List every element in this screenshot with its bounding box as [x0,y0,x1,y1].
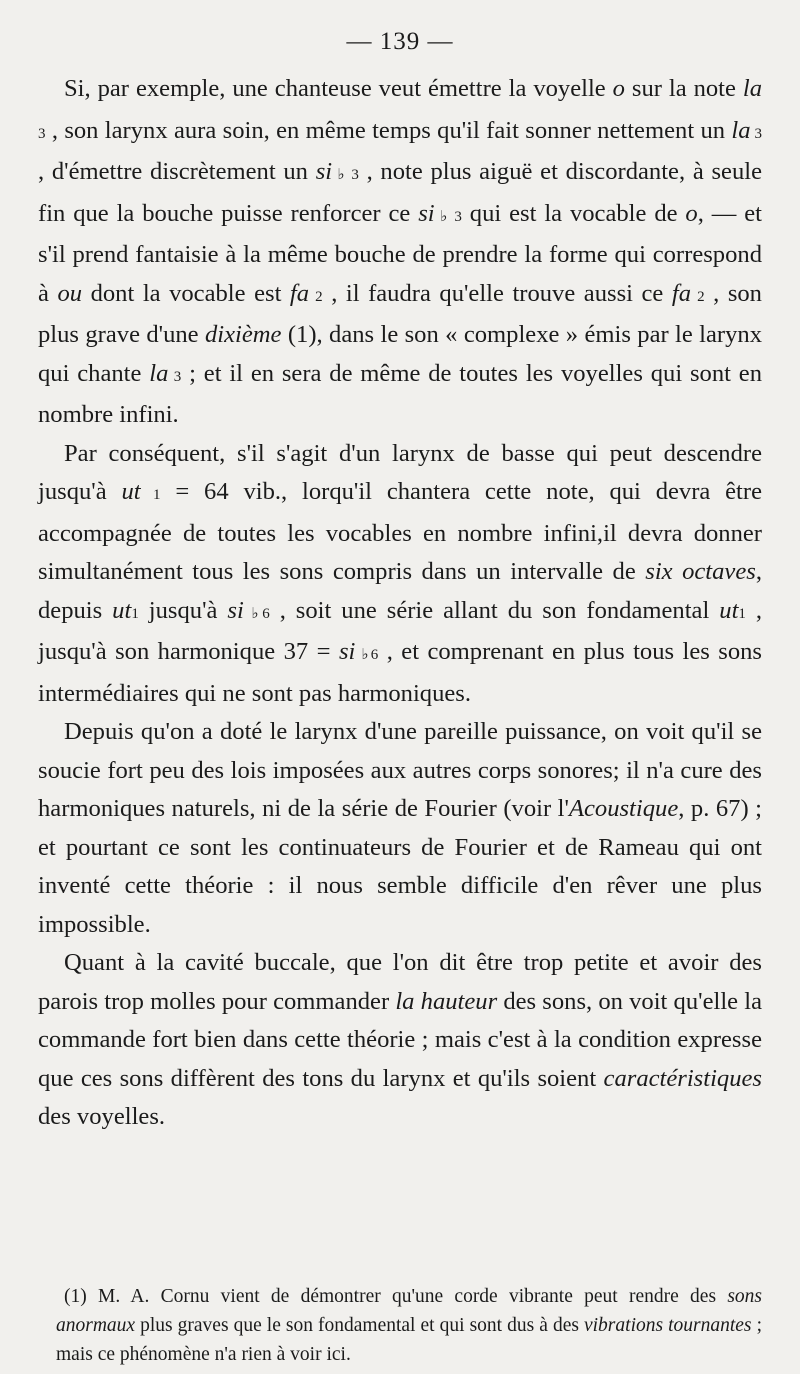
text-run: , depuis [38,558,762,624]
italic-run: dixième [204,321,282,348]
italic-run: six octaves [645,558,756,585]
italic-run: la [742,75,763,102]
italic-run: si [315,158,333,185]
note-octave: ♭ 3 [434,208,462,225]
text-run: Si, par exemple, une chanteuse veut émettre la voyelle [64,75,613,102]
text-run: , p. 67) ; et pourtant ce sont les continuateurs de Fourier et de Rameau qui ont inventé cette théorie : il nous semble difficile d'en rêver une plus impossible. [38,795,763,938]
italic-run: sons anormaux [56,1285,762,1336]
text-run: dont la vocable est [82,279,290,307]
text-run: sur la note [624,75,743,102]
italic-run: la [731,116,751,144]
note-octave: 1 [738,605,746,622]
footnote [56,1282,762,1369]
paragraph [38,944,762,1137]
note-octave: 2 [691,288,705,305]
italic-run: fa [289,279,310,307]
italic-run: ut [121,478,141,505]
italic-run: ut [719,596,739,624]
text-run: , d'émettre discrètement un [38,158,316,185]
text-run: jusqu'à [138,596,228,624]
paragraph [38,435,762,714]
note-octave: 3 [750,125,762,142]
italic-run: si [338,638,356,665]
text-run: ; et il en sera de même de toutes les voyelles qui sont en nombre infini. [38,359,763,428]
italic-run: o [612,75,625,102]
note-octave: 3 [38,125,46,142]
note-octave: ♭6 [355,647,379,663]
text-run: , et comprenant en plus tous les sons intermédiaires qui ne sont pas harmoniques. [38,638,763,707]
text-run: Quant à la cavité buccale, que l'on dit être trop petite et avoir des parois trop molles pour commander [38,949,762,1015]
text-run: ; mais ce phénomène n'a rien à voir ici. [56,1314,762,1365]
note-octave: 1 [131,605,139,622]
italic-run: la hauteur [395,987,498,1015]
text-run: plus graves que le son fondamental et qui sont dus à des [135,1314,584,1336]
text-run: , son plus grave d'une [38,279,762,348]
note-octave: 2 [309,288,323,305]
text-run: , son larynx aura soin, en même temps qu'il fait sonner nettement un [45,116,732,144]
italic-run: o [685,199,698,227]
text-run: , il faudra qu'elle trouve aussi ce [322,279,672,307]
italic-run: ut [112,596,132,624]
italic-run: la [149,359,169,387]
text-run: Par conséquent, s'il s'agit d'un larynx de basse qui peut descendre jusqu'à [38,439,762,505]
note-octave: ♭ 3 [332,167,359,183]
text-run: = 64 vib., lorqu'il chantera cette note, qui devra être accompagnée de toutes les vocables en nombre infini,il devra donner simultanément tous les sons compris dans un intervalle de [38,478,763,585]
paragraph [38,713,762,944]
italic-run: caractéristiques [603,1064,762,1092]
italic-run: ou [57,279,83,307]
text-run: (1) M. A. Cornu vient de démontrer qu'une corde vibrante peut rendre des [64,1285,728,1307]
italic-run: si [418,199,435,227]
text-run: , — et s'il prend fantaisie à la même bouche de prendre la forme qui correspond à [38,199,762,307]
text-run: , soit une série allant du son fondamental [269,596,720,624]
page-number: — 139 — [346,28,454,55]
text-run: , jusqu'à son harmonique 37 = [38,596,763,665]
text-run: qui est la vocable de [461,199,686,227]
text-run: (1), dans le son « complexe » émis par le larynx qui chante [38,321,763,387]
italic-run: Acoustique [568,795,679,822]
text-run: Depuis qu'on a doté le larynx d'une pareille puissance, on voit qu'il se soucie fort peu des lois imposées aux autres corps sonores; il n'a cure des harmoniques naturels, ni de la série de Fourier (voir l' [38,718,762,822]
text-run: , note plus aiguë et discordante, à seule fin que la bouche puisse renforcer ce [38,158,762,227]
note-octave: ♭6 [243,605,270,622]
text-run: des sons, on voit qu'elle la commande fort bien dans cette théorie ; mais c'est à la condition expresse que ces sons diffèrent des tons du larynx et qu'ils soient [38,987,762,1092]
note-octave: 3 [168,368,182,385]
text-run: des voyelles. [38,1103,166,1130]
italic-run: vibrations tournantes [583,1314,752,1336]
italic-run: si [227,596,244,624]
body-text [38,70,762,1137]
note-octave: 1 [140,487,161,503]
italic-run: fa [671,279,691,307]
paragraph [38,70,762,435]
